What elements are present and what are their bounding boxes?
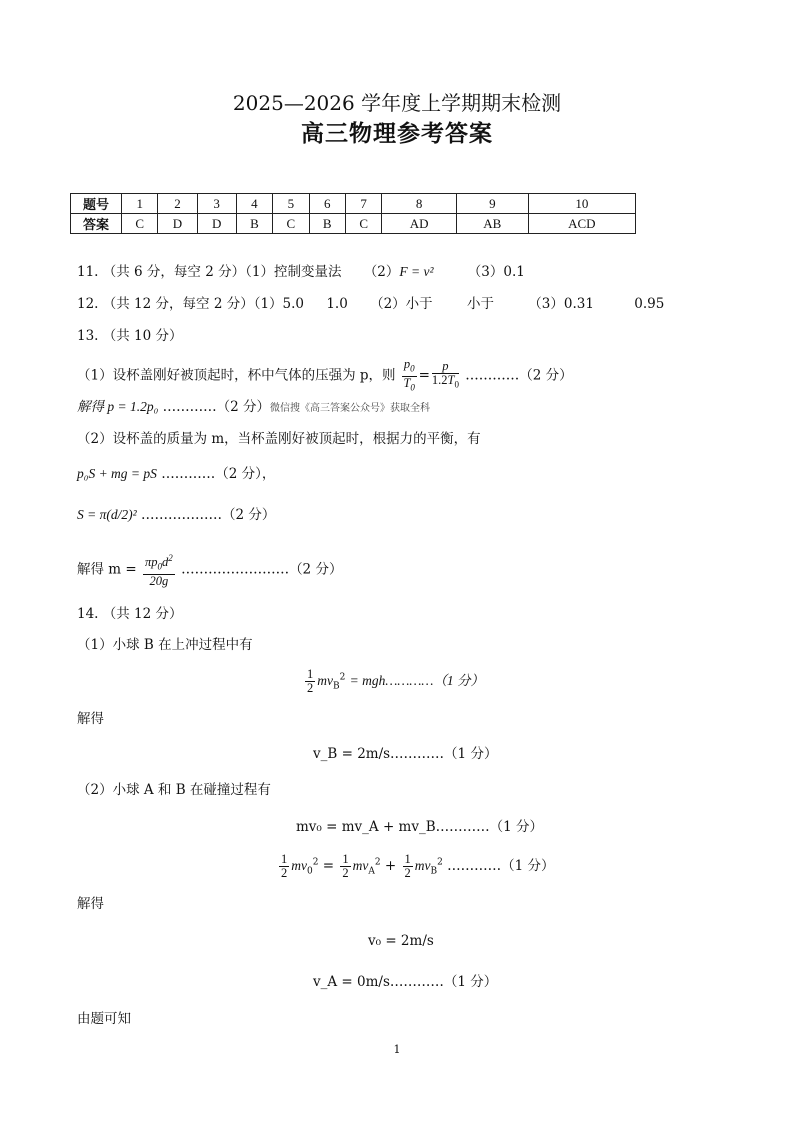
table-cell-number: 1 bbox=[122, 194, 158, 214]
table-cell-answer: C bbox=[345, 214, 381, 234]
exam-title: 2025—2026 学年度上学期期末检测 bbox=[232, 91, 562, 115]
q13-line1-text: （1）设杯盖刚好被顶起时，杯中气体的压强为 p，则 bbox=[77, 367, 396, 384]
q14-jiede2: 解得 bbox=[77, 896, 104, 912]
table-cell-number: 6 bbox=[309, 194, 345, 214]
q13-line2-score: …………（2 分） bbox=[162, 399, 270, 415]
table-cell-answer: C bbox=[273, 214, 309, 234]
table-cell-number: 3 bbox=[197, 194, 236, 214]
fraction-pi-p0-d2-20g: $\frac{\pi p_0d^2}{20g}$ bbox=[145, 553, 173, 588]
table-cell-number: 7 bbox=[345, 194, 381, 214]
fraction-half-c: $\frac{1}{2}$ bbox=[404, 852, 411, 880]
q12-value2: 小于 bbox=[466, 296, 494, 312]
table-cell-number: 4 bbox=[236, 194, 272, 214]
q12-line bbox=[77, 295, 664, 313]
q11-part2: （2） bbox=[363, 264, 400, 280]
q14-jiede1: 解得 bbox=[77, 711, 104, 727]
q11-line bbox=[77, 263, 525, 281]
q13-line1-score: …………（2 分） bbox=[465, 367, 573, 384]
fraction-half: $\frac{1}{2}$ bbox=[307, 667, 314, 695]
watermark-text: 微信搜《高三答案公众号》获取全科 bbox=[270, 403, 430, 414]
table-header-number: 题号 bbox=[71, 194, 122, 214]
fraction-half-b: $\frac{1}{2}$ bbox=[342, 852, 349, 880]
q12-part2: （2）小于 bbox=[370, 296, 433, 312]
q13-line2 bbox=[77, 398, 430, 418]
table-cell-answer: D bbox=[158, 214, 197, 234]
q13-head: 13. （共 10 分） bbox=[77, 328, 183, 344]
table-cell-number: 8 bbox=[382, 194, 457, 214]
q14-step1: （1）小球 B 在上冲过程中有 bbox=[77, 637, 253, 653]
q14-eq4-score: …………（1 分） bbox=[447, 858, 555, 874]
q13-line1: （1）设杯盖刚好被顶起时，杯中气体的压强为 p，则 $\frac{p_0}{T_0}$ = $\frac{p}{1.2T_0}$ …………（2 分） bbox=[77, 357, 573, 392]
table-cell-number: 5 bbox=[273, 194, 309, 214]
q11-formula: F = v² bbox=[399, 264, 434, 279]
q14-eq2: v_B = 2m/s…………（1 分） bbox=[313, 746, 498, 762]
page-number: 1 bbox=[393, 1043, 401, 1056]
table-cell-number: 2 bbox=[158, 194, 197, 214]
q14-eq1-text: = mgh…………（1 分） bbox=[349, 673, 485, 688]
q14-eq4: $\frac{1}{2}$ $mv_0^2$ = $\frac{1}{2}$ $mv_A^2$ + $\frac{1}{2}$ $mv_B^2$ …………（1 分） bbox=[281, 852, 555, 880]
table-cell-answer: ACD bbox=[528, 214, 635, 234]
q13-line5-text: S = π(d/2)² bbox=[77, 507, 137, 522]
q13-line2-text: 解得 p = 1.2p₀ bbox=[77, 399, 159, 414]
fraction-p0-T0: $\frac{p_0}{T_0}$ bbox=[403, 357, 415, 392]
table-cell-number: 10 bbox=[528, 194, 635, 214]
q13-line4 bbox=[77, 465, 275, 483]
q13-line4-text: p₀S + mg = pS bbox=[77, 466, 157, 481]
q13-line6-text: 解得 m = bbox=[77, 561, 137, 578]
q14-eq6: v_A = 0m/s…………（1 分） bbox=[313, 974, 498, 990]
answer-title: 高三物理参考答案 bbox=[301, 120, 493, 147]
q13-line5-score: ………………（2 分） bbox=[140, 507, 276, 523]
q14-step2: （2）小球 A 和 B 在碰撞过程有 bbox=[77, 782, 271, 798]
q14-eq3: mv₀ = mv_A + mv_B…………（1 分） bbox=[296, 819, 544, 835]
q13-line6 bbox=[77, 552, 342, 588]
fraction-p-1.2T0: $\frac{p}{1.2T_0}$ bbox=[431, 359, 459, 390]
q12-part3: （3）0.31 bbox=[528, 296, 594, 312]
table-cell-number: 9 bbox=[456, 194, 528, 214]
table-cell-answer: AD bbox=[382, 214, 457, 234]
table-cell-answer: B bbox=[236, 214, 272, 234]
table-cell-answer: C bbox=[122, 214, 158, 234]
table-row-answers bbox=[71, 214, 636, 234]
q11-head: 11. （共 6 分，每空 2 分）（1）控制变量法 bbox=[77, 264, 342, 280]
answer-table bbox=[70, 193, 636, 234]
q12-head: 12. （共 12 分，每空 2 分）（1）5.0 bbox=[77, 296, 305, 312]
q12-value3: 0.95 bbox=[634, 296, 665, 312]
q12-value1: 1.0 bbox=[326, 296, 348, 312]
q14-eq1: $\frac{1}{2}$ $mv_B^2$ = mgh…………（1 分） bbox=[307, 667, 485, 695]
q13-line5 bbox=[77, 506, 275, 524]
table-cell-answer: D bbox=[197, 214, 236, 234]
q13-line4-score: …………（2 分）， bbox=[161, 466, 276, 482]
table-cell-answer: B bbox=[309, 214, 345, 234]
q14-head: 14. （共 12 分） bbox=[77, 606, 183, 622]
q11-part3: （3）0.1 bbox=[467, 264, 525, 280]
table-header-answer: 答案 bbox=[71, 214, 122, 234]
q13-line6-score: ……………………（2 分） bbox=[181, 561, 343, 578]
fraction-half-a: $\frac{1}{2}$ bbox=[281, 852, 288, 880]
table-row-numbers bbox=[71, 194, 636, 214]
q13-line3: （2）设杯盖的质量为 m，当杯盖刚好被顶起时，根据力的平衡，有 bbox=[77, 431, 481, 447]
q14-youti: 由题可知 bbox=[77, 1011, 131, 1027]
q14-eq5: v₀ = 2m/s bbox=[368, 933, 434, 949]
table-cell-answer: AB bbox=[456, 214, 528, 234]
